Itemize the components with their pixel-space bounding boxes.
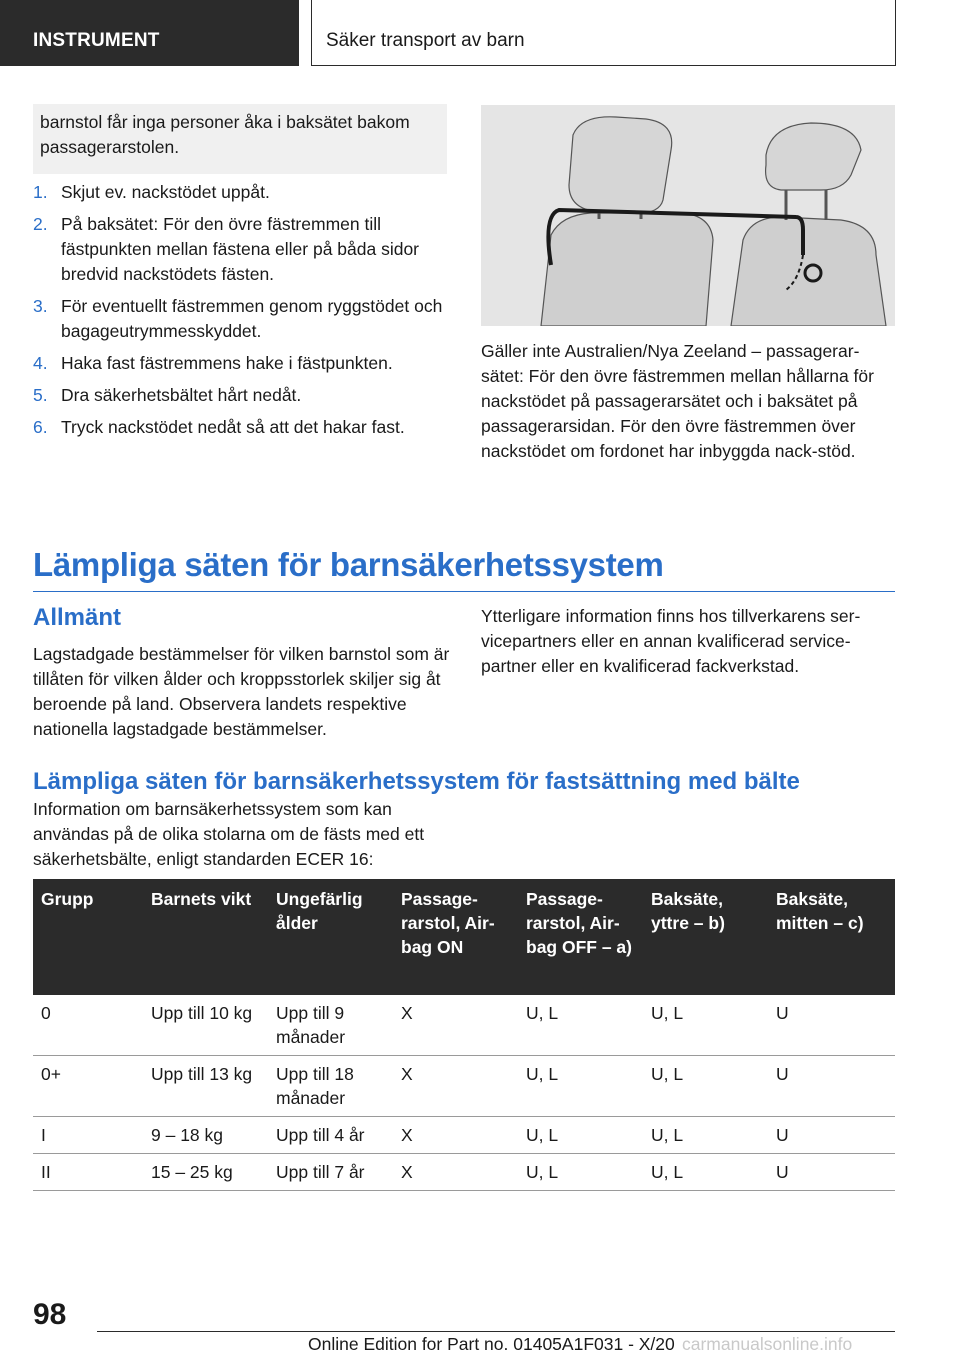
step-number: 4. <box>33 353 48 373</box>
step-text: På baksätet: För den övre fästremmen till fästpunkten mellan fästena eller på båda sidor bredvid nackstödets fästen. <box>61 214 420 284</box>
table-cell: 0+ <box>33 1056 143 1117</box>
seat-headrest-icon <box>481 105 895 326</box>
subsection-heading: Lämpliga säten för barnsäkerhetssystem för fastsättning med bälte <box>33 768 800 795</box>
table-row <box>33 1117 895 1154</box>
allmant-text: Lagstadgade bestämmelser för vilken barnstol som är tillåten för vilken ålder och kroppsstorlek skiljer sig åt beroende på land. Observera landets respektive nationella lagstadgade bestämmelser. <box>33 644 450 739</box>
step-number: 5. <box>33 385 48 405</box>
table-header: Passage-rarstol, Air-bag ON <box>393 879 518 995</box>
subsection-text: Information om barnsäkerhetssystem som kan användas på de olika stolarna om de fästs med ett säkerhetsbälte, enligt standarden ECER 16: <box>33 799 425 869</box>
table-cell: U <box>768 1056 895 1117</box>
page-number: 98 <box>33 1298 67 1331</box>
steps-list <box>33 180 453 447</box>
page-header <box>0 0 960 66</box>
table-header: Grupp <box>33 879 143 995</box>
step-number: 3. <box>33 296 48 316</box>
table-cell: 9 – 18 kg <box>143 1117 268 1154</box>
table-cell: U, L <box>643 1056 768 1117</box>
section-tab: INSTRUMENT <box>0 0 299 66</box>
table-cell: Upp till 9 månader <box>268 995 393 1056</box>
table-header: Ungefärlig ålder <box>268 879 393 995</box>
table-header: Barnets vikt <box>143 879 268 995</box>
section-divider <box>33 591 895 592</box>
table-cell: U, L <box>643 995 768 1056</box>
table-cell: I <box>33 1117 143 1154</box>
list-item <box>33 212 453 287</box>
step-number: 2. <box>33 214 48 234</box>
table-cell: U, L <box>518 1056 643 1117</box>
service-info-text: Ytterligare information finns hos tillverkarens ser-vicepartners eller en annan kvalificerad service-partner eller en kvalificerad fackverkstad. <box>481 606 861 676</box>
list-item <box>33 383 453 408</box>
step-text: Dra säkerhetsbältet hårt nedåt. <box>61 385 302 405</box>
table-cell: U, L <box>518 1154 643 1191</box>
table-cell: 0 <box>33 995 143 1056</box>
section-title: Lämpliga säten för barnsäkerhetssystem <box>33 546 664 583</box>
table-cell: U, L <box>518 995 643 1056</box>
table-header: Baksäte, mitten – c) <box>768 879 895 995</box>
list-item <box>33 351 453 376</box>
watermark: carmanualsonline.info <box>682 1334 853 1354</box>
step-number: 1. <box>33 182 48 202</box>
step-text: Skjut ev. nackstödet uppåt. <box>61 182 270 202</box>
table-header-row <box>33 879 895 995</box>
table-cell: Upp till 18 månader <box>268 1056 393 1117</box>
table-header: Baksäte, yttre – b) <box>643 879 768 995</box>
table-cell: U <box>768 1117 895 1154</box>
table-cell: U, L <box>643 1117 768 1154</box>
table-cell: U, L <box>643 1154 768 1191</box>
table-row <box>33 1056 895 1117</box>
table-cell: X <box>393 1056 518 1117</box>
edition-text: Online Edition for Part no. 01405A1F031 - X/20 <box>308 1334 675 1354</box>
step-text: Haka fast fästremmens hake i fästpunkten. <box>61 353 393 373</box>
table-cell: U <box>768 995 895 1056</box>
list-item <box>33 180 453 205</box>
step-number: 6. <box>33 417 48 437</box>
allmant-heading: Allmänt <box>33 604 122 631</box>
headrest-tether-illustration <box>481 105 895 326</box>
list-item <box>33 415 453 440</box>
table-cell: Upp till 13 kg <box>143 1056 268 1117</box>
table-cell: U, L <box>518 1117 643 1154</box>
table-cell: Upp till 4 år <box>268 1117 393 1154</box>
table-cell: X <box>393 995 518 1056</box>
step-text: För eventuellt fästremmen genom ryggstödet och bagageutrymmesskyddet. <box>61 296 443 341</box>
table-cell: 15 – 25 kg <box>143 1154 268 1191</box>
table-cell: II <box>33 1154 143 1191</box>
illustration-caption: Gäller inte Australien/Nya Zeeland – passagerar-sätet: För den övre fästremmen mellan hållarna för nackstödet på passagerarsätet och i baksätet på passagerarsidan. För den övre fästremmen över nackstödet om fordonet har inbyggda nack-stöd. <box>481 341 874 461</box>
note-box: barnstol får inga personer åka i baksätet bakom passagerarstolen. <box>33 104 447 174</box>
table-cell: X <box>393 1117 518 1154</box>
table-row <box>33 995 895 1056</box>
table-row <box>33 1154 895 1191</box>
table-cell: U <box>768 1154 895 1191</box>
step-text: Tryck nackstödet nedåt så att det hakar fast. <box>61 417 405 437</box>
list-item <box>33 294 453 344</box>
table-header: Passage-rarstol, Air-bag OFF – a) <box>518 879 643 995</box>
child-seat-table <box>33 879 895 1191</box>
table-cell: X <box>393 1154 518 1191</box>
table-cell: Upp till 10 kg <box>143 995 268 1056</box>
footer-divider <box>97 1331 895 1332</box>
chapter-title: Säker transport av barn <box>311 0 896 66</box>
table-cell: Upp till 7 år <box>268 1154 393 1191</box>
